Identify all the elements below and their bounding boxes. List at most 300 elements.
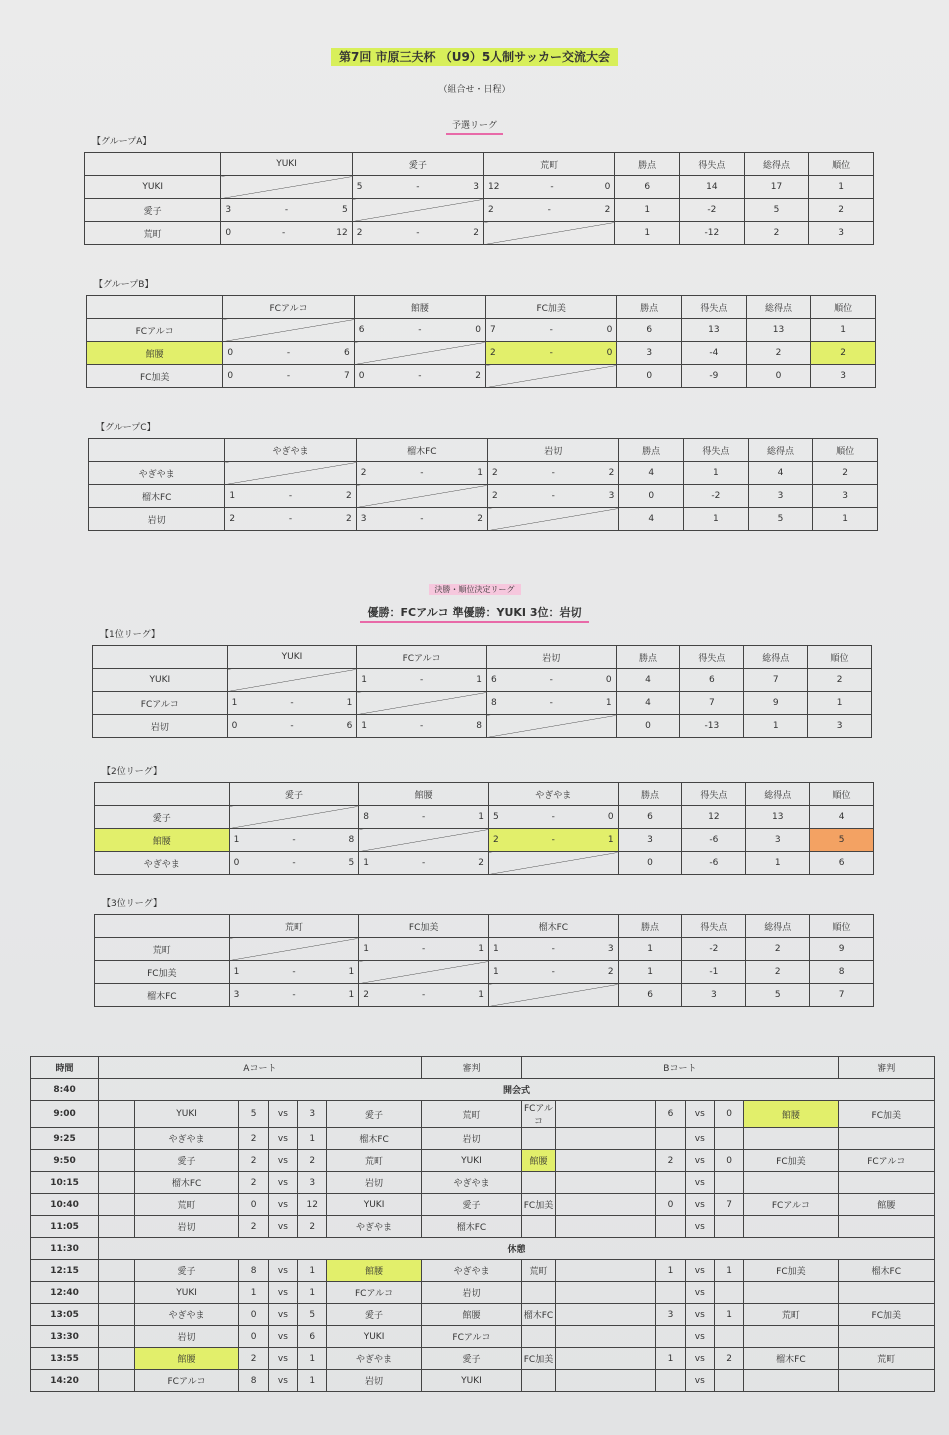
col-header-rank: 順位 [809,153,874,176]
a-vs: vs [268,1128,297,1150]
stat-cell: 12 [682,806,746,829]
stat-cell: 2 [744,222,809,245]
b-away-team: 荒町 [744,1304,838,1326]
spacer-cell [555,1216,656,1238]
a-away-score: 12 [298,1194,327,1216]
league-table [94,914,874,1007]
team-header: 館腰 [359,783,489,806]
stat-cell: 3 [811,365,876,388]
a-away-score: 2 [298,1216,327,1238]
a-home-score: 2 [239,1216,268,1238]
time-cell: 13:30 [31,1326,99,1348]
diagonal-cell [223,319,354,342]
team-header: やぎやま [488,783,618,806]
prelim-label: 予選リーグ [0,118,949,131]
col-header-b-court: Bコート [522,1057,838,1079]
b-home-team: 荒町 [522,1260,556,1282]
team-name: やぎやま [89,462,225,485]
col-header-a-court: Aコート [99,1057,422,1079]
a-home-team: 荒町 [134,1194,239,1216]
a-home-score: 0 [239,1194,268,1216]
time-cell: 11:30 [31,1238,99,1260]
diagonal-cell [359,961,489,984]
stat-cell: 9 [744,692,808,715]
team-name: 荒町 [85,222,221,245]
stat-cell: 1 [808,692,872,715]
time-cell: 14:20 [31,1370,99,1392]
diagonal-cell [357,692,487,715]
team-header: 荒町 [484,153,615,176]
spacer-cell [99,1326,135,1348]
event-cell: 開会式 [99,1079,935,1101]
table-row [95,852,874,875]
score-cell: 1 - 1 [229,961,359,984]
team-name: 荒町 [95,938,230,961]
stat-cell: 3 [617,342,682,365]
time-cell: 12:15 [31,1260,99,1282]
score-cell: 2 - 1 [359,984,489,1007]
team-header: 榴木FC [356,439,487,462]
spacer-cell [99,1282,135,1304]
b-home-score: 2 [656,1150,685,1172]
time-cell: 9:00 [31,1101,99,1128]
stat-cell: 5 [746,984,810,1007]
stat-cell: 0 [616,715,680,738]
team-name: 愛子 [95,806,230,829]
team-name: YUKI [93,669,228,692]
a-away-team: 愛子 [327,1101,421,1128]
spacer-cell [555,1260,656,1282]
b-vs: vs [685,1101,714,1128]
page-subtitle: （組合せ・日程） [438,85,511,95]
group-table [88,438,878,531]
b-home-score: 1 [656,1348,685,1370]
league-label: 【3位リーグ】 [102,899,162,909]
b-referee [838,1370,934,1392]
stat-cell: 2 [746,938,810,961]
col-header-a-ref: 審判 [421,1057,522,1079]
b-referee [838,1282,934,1304]
diagonal-cell [229,806,359,829]
b-empty [744,1370,838,1392]
col-header-gf: 得失点 [682,783,746,806]
schedule-row [31,1172,935,1194]
col-header-rank: 順位 [810,783,874,806]
b-empty [656,1282,685,1304]
schedule-row [31,1348,935,1370]
score-cell: 1 - 8 [229,829,359,852]
stat-cell: 4 [748,462,813,485]
team-name: FCアルコ [87,319,223,342]
a-home-score: 2 [239,1348,268,1370]
b-referee [838,1216,934,1238]
diagonal-cell [488,508,619,531]
col-header-gd: 総得点 [746,915,810,938]
a-vs: vs [268,1326,297,1348]
spacer-cell [555,1304,656,1326]
league-table [94,782,874,875]
a-home-team: やぎやま [134,1128,239,1150]
team-name: 岩切 [93,715,228,738]
a-home-team: 岩切 [134,1326,239,1348]
b-empty [714,1370,743,1392]
score-cell: 2 - 2 [225,508,356,531]
table-row [93,669,872,692]
b-empty [522,1370,556,1392]
b-vs: vs [685,1260,714,1282]
stat-cell: 6 [810,852,874,875]
b-away-score: 1 [714,1260,743,1282]
a-away-team: 岩切 [327,1370,421,1392]
stat-cell: 2 [746,342,811,365]
schedule-row [31,1216,935,1238]
a-away-score: 1 [298,1260,327,1282]
schedule-row [31,1370,935,1392]
a-referee: やぎやま [421,1172,522,1194]
a-vs: vs [268,1101,297,1128]
stat-cell: 1 [744,715,808,738]
stat-cell: -1 [682,961,746,984]
col-header-rank: 順位 [811,296,876,319]
table-row [93,692,872,715]
group-label: 【グループA】 [92,137,152,147]
table-row [95,984,874,1007]
spacer-cell [99,1128,135,1150]
col-header-gf: 得失点 [680,646,744,669]
b-empty [656,1326,685,1348]
b-empty [744,1282,838,1304]
schedule-row [31,1101,935,1128]
time-cell: 13:55 [31,1348,99,1370]
score-cell: 3 - 5 [221,199,352,222]
schedule-row [31,1194,935,1216]
a-home-score: 2 [239,1128,268,1150]
a-referee: 荒町 [421,1101,522,1128]
col-header-gd: 総得点 [746,783,810,806]
stat-cell: 3 [809,222,874,245]
a-referee: 榴木FC [421,1216,522,1238]
table-row [89,485,878,508]
score-cell: 6 - 0 [486,669,616,692]
team-header: FC加美 [359,915,489,938]
b-away-team: FCアルコ [744,1194,838,1216]
team-name: 館腰 [87,342,223,365]
b-referee: 榴木FC [838,1260,934,1282]
stat-cell: 5 [744,199,809,222]
stat-cell: 3 [813,485,878,508]
b-referee [838,1128,934,1150]
team-name: YUKI [85,176,221,199]
col-header-points: 勝点 [618,783,682,806]
diagonal-cell [486,715,616,738]
table-row [95,829,874,852]
spacer-cell [555,1282,656,1304]
team-header: 岩切 [486,646,616,669]
b-home-team: FCアルコ [522,1101,556,1128]
group-table [86,295,876,388]
stat-cell: 0 [746,365,811,388]
b-vs: vs [685,1282,714,1304]
stat-cell: 4 [619,462,684,485]
spacer-cell [555,1172,656,1194]
stat-cell: 9 [810,938,874,961]
col-header-gd: 総得点 [744,646,808,669]
schedule-table [30,1056,935,1392]
col-header-points: 勝点 [617,296,682,319]
b-away-team: 館腰 [744,1101,838,1128]
a-away-score: 1 [298,1370,327,1392]
group-table [84,152,874,245]
score-cell: 2 - 2 [488,462,619,485]
spacer-cell [99,1260,135,1282]
team-name: 岩切 [89,508,225,531]
a-away-team: 荒町 [327,1150,421,1172]
spacer-cell [99,1348,135,1370]
stat-cell: 1 [809,176,874,199]
league-table [92,645,872,738]
a-home-score: 1 [239,1282,268,1304]
b-referee [838,1172,934,1194]
score-cell: 8 - 1 [359,806,489,829]
b-home-team: FC加美 [522,1194,556,1216]
team-header: 愛子 [229,783,359,806]
stat-cell: 6 [618,984,682,1007]
schedule-row [31,1304,935,1326]
a-referee: 岩切 [421,1282,522,1304]
stat-cell: 1 [615,199,680,222]
table-row [93,715,872,738]
stat-cell: 13 [746,319,811,342]
b-vs: vs [685,1216,714,1238]
a-referee: YUKI [421,1370,522,1392]
a-away-team: やぎやま [327,1216,421,1238]
col-header-gd: 総得点 [744,153,809,176]
col-header-points: 勝点 [615,153,680,176]
a-away-team: FCアルコ [327,1282,421,1304]
stat-cell: 0 [617,365,682,388]
b-empty [522,1128,556,1150]
b-empty [744,1216,838,1238]
team-name: 愛子 [85,199,221,222]
a-away-score: 3 [298,1172,327,1194]
diagonal-cell [488,984,618,1007]
b-empty [714,1326,743,1348]
table-row [87,365,876,388]
spacer-cell [99,1172,135,1194]
col-header-gf: 得失点 [684,439,749,462]
b-away-score: 1 [714,1304,743,1326]
team-name: 榴木FC [95,984,230,1007]
a-referee: 愛子 [421,1348,522,1370]
b-empty [714,1282,743,1304]
table-row [85,222,874,245]
team-name: 榴木FC [89,485,225,508]
score-cell: 1 - 1 [357,669,487,692]
col-header-rank: 順位 [808,646,872,669]
a-vs: vs [268,1370,297,1392]
team-header: 岩切 [488,439,619,462]
stat-cell: 6 [618,806,682,829]
stat-cell: 6 [617,319,682,342]
score-cell: 0 - 6 [223,342,354,365]
score-cell: 1 - 3 [488,938,618,961]
a-home-team: 榴木FC [134,1172,239,1194]
table-row [95,938,874,961]
stat-cell: -6 [682,852,746,875]
table-row [87,319,876,342]
team-header: 荒町 [229,915,359,938]
b-vs: vs [685,1348,714,1370]
stat-cell: 1 [618,938,682,961]
stat-cell: 17 [744,176,809,199]
page-title: 第7回 市原三夫杯 （U9）5人制サッカー交流大会 [0,48,949,65]
b-home-team: 榴木FC [522,1304,556,1326]
col-header-rank: 順位 [810,915,874,938]
score-cell: 12 - 0 [484,176,615,199]
stat-cell: 7 [680,692,744,715]
spacer-cell [99,1370,135,1392]
score-cell: 2 - 3 [488,485,619,508]
table-row [85,176,874,199]
time-cell: 11:05 [31,1216,99,1238]
table-row [95,806,874,829]
team-header: YUKI [227,646,357,669]
a-away-score: 1 [298,1128,327,1150]
table-row [89,508,878,531]
a-home-score: 8 [239,1370,268,1392]
score-cell: 0 - 2 [354,365,485,388]
a-away-team: やぎやま [327,1348,421,1370]
table-row [85,199,874,222]
b-referee: 荒町 [838,1348,934,1370]
schedule-row [31,1260,935,1282]
stat-cell: 1 [813,508,878,531]
time-cell: 9:25 [31,1128,99,1150]
a-home-score: 8 [239,1260,268,1282]
stat-cell: 7 [810,984,874,1007]
score-cell: 5 - 0 [488,806,618,829]
time-cell: 13:05 [31,1304,99,1326]
league-label: 【1位リーグ】 [100,630,160,640]
b-referee: FC加美 [838,1101,934,1128]
stat-cell: 0 [618,852,682,875]
stat-cell: 1 [618,961,682,984]
spacer-cell [555,1194,656,1216]
diagonal-cell [486,365,617,388]
b-empty [522,1326,556,1348]
a-home-score: 0 [239,1326,268,1348]
a-home-team: FCアルコ [134,1370,239,1392]
stat-cell: -2 [680,199,745,222]
schedule-row [31,1079,935,1101]
stat-cell: 13 [682,319,747,342]
team-name: FC加美 [95,961,230,984]
spacer-cell [99,1304,135,1326]
corner-cell [95,783,230,806]
score-cell: 6 - 0 [354,319,485,342]
col-header-rank: 順位 [813,439,878,462]
corner-cell [95,915,230,938]
a-referee: YUKI [421,1150,522,1172]
a-referee: やぎやま [421,1260,522,1282]
a-referee: 愛子 [421,1194,522,1216]
b-home-team: 館腰 [522,1150,556,1172]
col-header-b-ref: 審判 [838,1057,934,1079]
a-away-score: 3 [298,1101,327,1128]
diagonal-cell [488,852,618,875]
b-home-team: FC加美 [522,1348,556,1370]
corner-cell [93,646,228,669]
a-home-team: 岩切 [134,1216,239,1238]
b-empty [656,1216,685,1238]
stat-cell: 1 [684,462,749,485]
spacer-cell [555,1370,656,1392]
diagonal-cell [484,222,615,245]
b-empty [522,1282,556,1304]
a-away-score: 5 [298,1304,327,1326]
stat-cell: 2 [746,961,810,984]
a-home-team: 館腰 [134,1348,239,1370]
b-away-team: FC加美 [744,1260,838,1282]
score-cell: 1 - 1 [359,938,489,961]
diagonal-cell [221,176,352,199]
b-home-score: 1 [656,1260,685,1282]
score-cell: 2 - 2 [352,222,483,245]
team-header: 愛子 [352,153,483,176]
col-header-points: 勝点 [619,439,684,462]
b-empty [656,1128,685,1150]
b-away-score: 2 [714,1348,743,1370]
time-cell: 8:40 [31,1079,99,1101]
a-home-team: YUKI [134,1101,239,1128]
team-header: 榴木FC [488,915,618,938]
event-cell: 休憩 [99,1238,935,1260]
b-away-score: 7 [714,1194,743,1216]
team-header: FCアルコ [223,296,354,319]
team-header: 館腰 [354,296,485,319]
score-cell: 0 - 12 [221,222,352,245]
b-empty [744,1128,838,1150]
time-cell: 12:40 [31,1282,99,1304]
b-home-score: 3 [656,1304,685,1326]
b-empty [522,1172,556,1194]
table-row [87,342,876,365]
spacer-cell [99,1216,135,1238]
score-cell: 0 - 7 [223,365,354,388]
table-row [95,961,874,984]
spacer-cell [555,1326,656,1348]
a-home-team: YUKI [134,1282,239,1304]
stat-cell: 14 [680,176,745,199]
a-vs: vs [268,1172,297,1194]
diagonal-cell [356,485,487,508]
a-home-team: やぎやま [134,1304,239,1326]
col-header-gd: 総得点 [746,296,811,319]
a-away-team: 岩切 [327,1172,421,1194]
score-cell: 1 - 1 [227,692,357,715]
score-cell: 7 - 0 [486,319,617,342]
stat-cell: -4 [682,342,747,365]
a-away-team: 榴木FC [327,1128,421,1150]
col-header-gf: 得失点 [682,915,746,938]
a-referee: FCアルコ [421,1326,522,1348]
a-home-score: 5 [239,1101,268,1128]
team-name: 館腰 [95,829,230,852]
a-home-score: 2 [239,1172,268,1194]
table-row [89,462,878,485]
group-label: 【グループC】 [96,423,156,433]
score-cell: 5 - 3 [352,176,483,199]
